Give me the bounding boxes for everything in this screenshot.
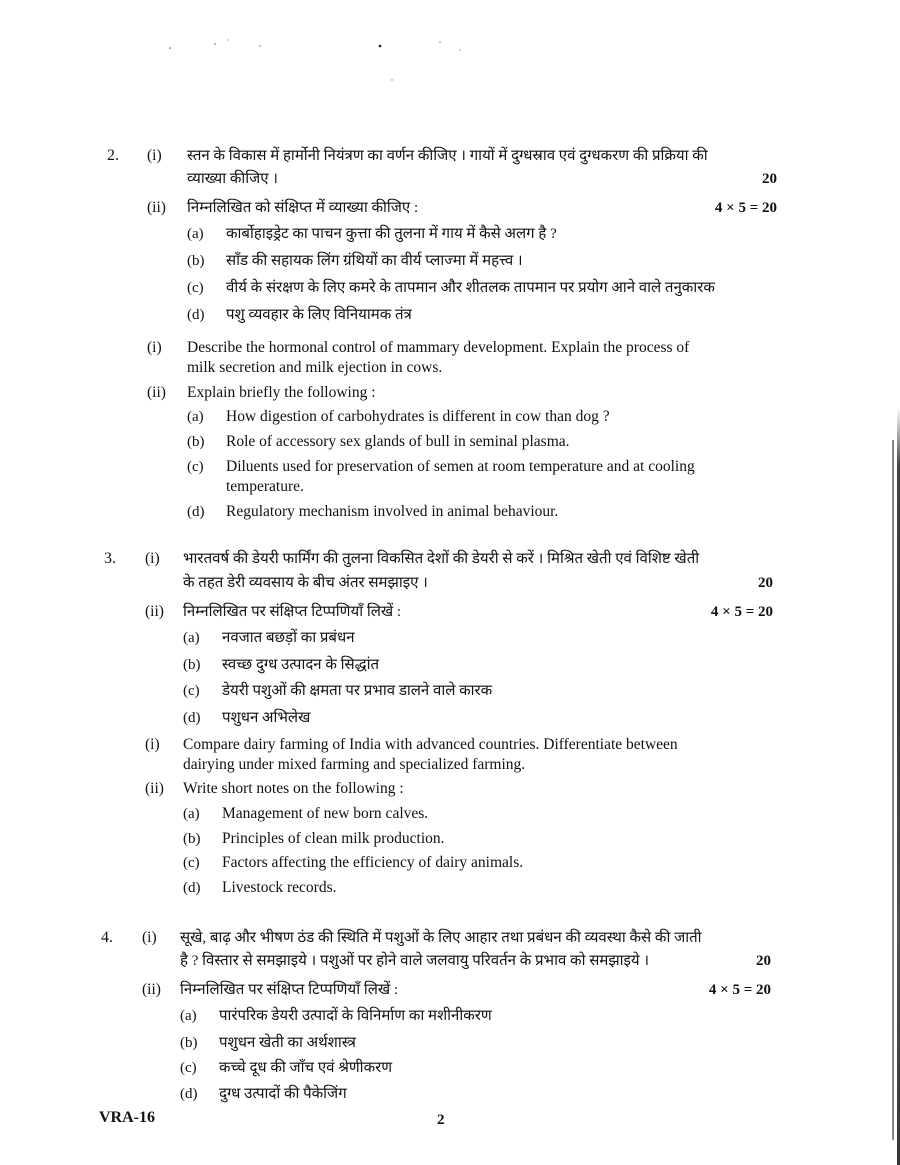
sub-part-text-hindi: स्वच्छ दुग्ध उत्पादन के सिद्धांत — [222, 657, 380, 673]
sub-part-label: (a) — [187, 409, 204, 425]
question-text-hindi: व्याख्या कीजिए । — [187, 171, 278, 187]
sub-part-label: (c) — [187, 280, 204, 296]
sub-part-label: (b) — [183, 831, 201, 847]
sub-part-text-english: Principles of clean milk production. — [222, 830, 445, 847]
sub-part-text-hindi: कार्बोहाइड्रेट का पाचन कुत्ता की तुलना में गाय में कैसे अलग है ? — [226, 226, 557, 242]
sub-part-label: (b) — [183, 657, 201, 673]
question-number: 4. — [101, 929, 113, 946]
part-label: (ii) — [147, 384, 166, 401]
part-label: (ii) — [145, 603, 164, 620]
sub-part-text-hindi: पशुधन अभिलेख — [222, 710, 311, 726]
question-text-hindi: है ? विस्तार से समझाइये । पशुओं पर होने वाले जलवायु परिवर्तन के प्रभाव को समझाइये । — [180, 953, 650, 969]
question-text-hindi: भारतवर्ष की डेयरी फार्मिंग की तुलना विकसित देशों की डेयरी से करें । मिश्रित खेती एवं विशिष्ट खेती — [183, 551, 700, 567]
sub-part-label: (a) — [183, 806, 200, 822]
paper-code: VRA-16 — [99, 1109, 155, 1126]
sub-part-text-hindi: पारंपरिक डेयरी उत्पादों के विनिर्माण का मशीनीकरण — [219, 1008, 492, 1024]
question-text-hindi: स्तन के विकास में हार्मोनी नियंत्रण का वर्णन कीजिए । गायों में दुग्धस्राव एवं दुग्धकरण की प्रक्रिया की — [187, 148, 708, 164]
sub-part-label: (d) — [187, 504, 205, 520]
sub-part-text-english: Role of accessory sex glands of bull in seminal plasma. — [226, 433, 570, 450]
question-text-english: Compare dairy farming of India with advanced countries. Differentiate between — [183, 736, 678, 753]
question-text-english: Describe the hormonal control of mammary development. Explain the process of — [187, 339, 690, 356]
marks: 4 × 5 = 20 — [714, 200, 777, 216]
sub-part-label: (b) — [180, 1035, 198, 1051]
marks: 4 × 5 = 20 — [708, 982, 771, 998]
sub-part-label: (c) — [183, 855, 200, 871]
part-label: (i) — [145, 736, 160, 753]
marks: 20 — [756, 953, 771, 969]
sub-part-text-english: Management of new born calves. — [222, 805, 429, 822]
question-text-english: dairying under mixed farming and specialized farming. — [183, 756, 526, 773]
part-label: (i) — [142, 929, 157, 946]
sub-part-label: (a) — [183, 630, 200, 646]
sub-part-text-hindi: पशुधन खेती का अर्थशास्त्र — [219, 1035, 356, 1051]
question-text-english: Write short notes on the following : — [183, 780, 404, 797]
part-label: (ii) — [142, 981, 161, 998]
part-label: (i) — [147, 339, 162, 356]
sub-part-text-hindi: वीर्य के संरक्षण के लिए कमरे के तापमान और शीतलक तापमान पर प्रयोग आने वाले तनुकारक — [226, 280, 715, 296]
sub-part-text-hindi: पशु व्यवहार के लिए विनियामक तंत्र — [226, 307, 412, 323]
sub-part-text-english: Factors affecting the efficiency of dairy animals. — [222, 854, 524, 871]
sub-part-label: (c) — [183, 683, 200, 699]
part-label: (i) — [145, 550, 160, 567]
sub-part-label: (c) — [180, 1060, 197, 1076]
marks: 20 — [758, 575, 773, 591]
sub-part-label: (d) — [183, 880, 201, 896]
sub-part-label: (a) — [187, 226, 204, 242]
sub-part-text-hindi: डेयरी पशुओं की क्षमता पर प्रभाव डालने वाले कारक — [222, 683, 493, 699]
question-text-hindi: निम्नलिखित पर संक्षिप्त टिप्पणियाँ लिखें : — [183, 604, 402, 620]
marks: 4 × 5 = 20 — [710, 604, 773, 620]
question-number: 2. — [107, 147, 119, 164]
scan-specks — [140, 30, 500, 90]
page-number: 2 — [437, 1112, 445, 1128]
sub-part-text-hindi: नवजात बछड़ों का प्रबंधन — [222, 630, 355, 646]
question-text-hindi: निम्नलिखित पर संक्षिप्त टिप्पणियाँ लिखें : — [180, 982, 399, 998]
sub-part-text-hindi: कच्चे दूध की जाँच एवं श्रेणीकरण — [219, 1060, 393, 1076]
sub-part-label: (b) — [187, 434, 205, 450]
sub-part-label: (b) — [187, 253, 205, 269]
question-text-hindi: निम्नलिखित को संक्षिप्त में व्याख्या कीजिए : — [187, 200, 419, 216]
sub-part-text-english: Livestock records. — [222, 879, 337, 896]
marks: 20 — [762, 171, 777, 187]
sub-part-text-english: Regulatory mechanism involved in animal behaviour. — [226, 503, 559, 520]
sub-part-text-hindi: साँड की सहायक लिंग ग्रंथियों का वीर्य प्लाज्मा में महत्त्व । — [226, 253, 523, 269]
question-number: 3. — [104, 550, 116, 567]
sub-part-label: (c) — [187, 459, 204, 475]
sub-part-label: (a) — [180, 1008, 197, 1024]
question-text-english: Explain briefly the following : — [187, 384, 376, 401]
sub-part-label: (d) — [183, 710, 201, 726]
part-label: (ii) — [147, 199, 166, 216]
sub-part-label: (d) — [187, 307, 205, 323]
scan-edge-line — [892, 440, 894, 1140]
part-label: (ii) — [145, 780, 164, 797]
question-text-hindi: के तहत डेरी व्यवसाय के बीच अंतर समझाइए । — [183, 575, 428, 591]
question-text-english: milk secretion and milk ejection in cows. — [187, 359, 443, 376]
sub-part-label: (d) — [180, 1086, 198, 1102]
question-text-hindi: सूखे, बाढ़ और भीषण ठंड की स्थिति में पशुओं के लिए आहार तथा प्रबंधन की व्यवस्था कैसे की जाती — [180, 930, 702, 946]
sub-part-text-english: temperature. — [226, 478, 304, 495]
sub-part-text-english: How digestion of carbohydrates is different in cow than dog ? — [226, 408, 610, 425]
part-label: (i) — [147, 147, 162, 164]
sub-part-text-hindi: दुग्ध उत्पादों की पैकेजिंग — [219, 1086, 347, 1102]
sub-part-text-english: Diluents used for preservation of semen at room temperature and at cooling — [226, 458, 695, 475]
